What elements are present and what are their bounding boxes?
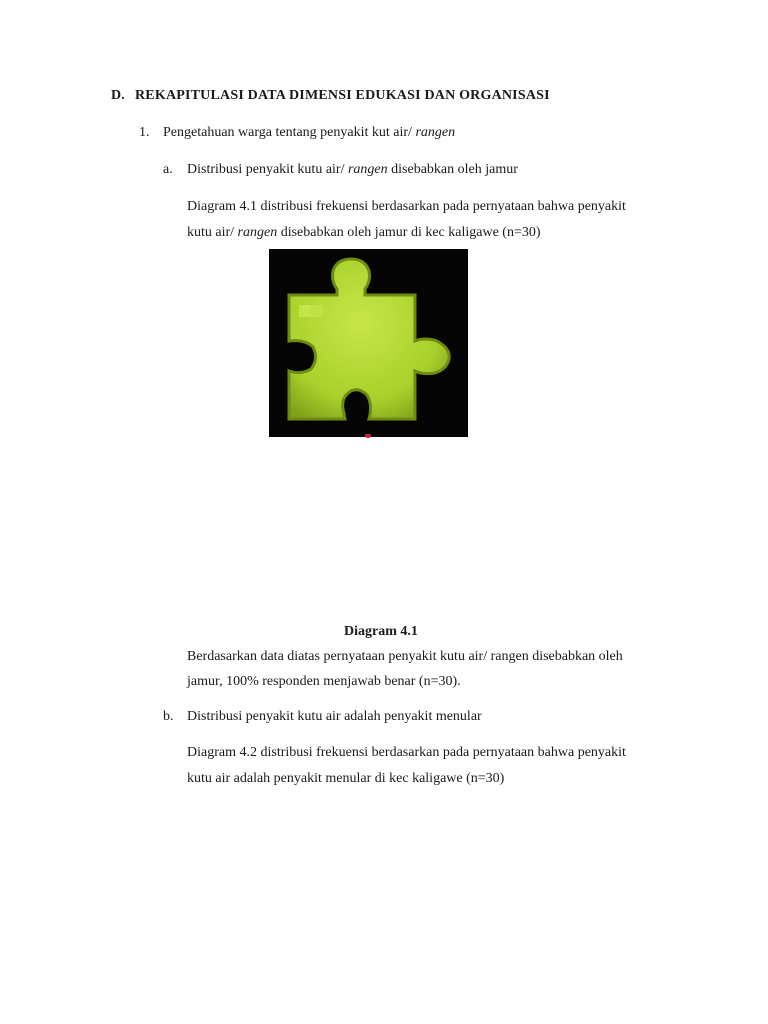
item-a-paragraph-line-2-plain-2: disebabkan oleh jamur di kec kaligawe (n=30) — [277, 225, 541, 240]
item-a-text-plain-1: Distribusi penyakit kutu air/ — [187, 162, 348, 177]
missing-plugin-image[interactable] — [269, 249, 468, 437]
item-a-paragraph-line-2-plain-1: kutu air/ — [187, 225, 238, 240]
item-1-text-italic: rangen — [415, 125, 456, 140]
item-1-number: 1. — [139, 125, 150, 140]
diagram-caption: Diagram 4.1 — [344, 624, 418, 639]
item-a-text — [187, 160, 518, 180]
section-marker: D. — [111, 88, 126, 103]
item-b-text: Distribusi penyakit kutu air adalah penyakit menular — [187, 709, 482, 724]
result-line-1: Berdasarkan data diatas pernyataan penyakit kutu air/ rangen disebabkan oleh — [187, 649, 623, 664]
puzzle-piece-icon — [269, 249, 468, 437]
result-line-2: jamur, 100% responden menjawab benar (n=30). — [187, 674, 461, 689]
red-marker — [365, 434, 371, 438]
item-a-paragraph-line-1: Diagram 4.1 distribusi frekuensi berdasarkan pada pernyataan bahwa penyakit — [187, 199, 626, 214]
item-a-text-italic: rangen — [347, 162, 388, 177]
section-title: REKAPITULASI DATA DIMENSI EDUKASI DAN ORGANISASI — [135, 88, 550, 103]
item-a-paragraph-line-2-italic: rangen — [237, 225, 278, 240]
item-b-letter: b. — [163, 709, 174, 724]
item-a-paragraph-line-2 — [187, 223, 541, 243]
item-1-text — [163, 123, 455, 143]
item-a-text-plain-2: disebabkan oleh jamur — [387, 162, 518, 177]
item-b-paragraph-line-2: kutu air adalah penyakit menular di kec kaligawe (n=30) — [187, 771, 505, 786]
item-a-letter: a. — [163, 162, 173, 177]
item-1-text-plain: Pengetahuan warga tentang penyakit kut air/ — [163, 125, 416, 140]
item-b-paragraph-line-1: Diagram 4.2 distribusi frekuensi berdasarkan pada pernyataan bahwa penyakit — [187, 745, 626, 760]
